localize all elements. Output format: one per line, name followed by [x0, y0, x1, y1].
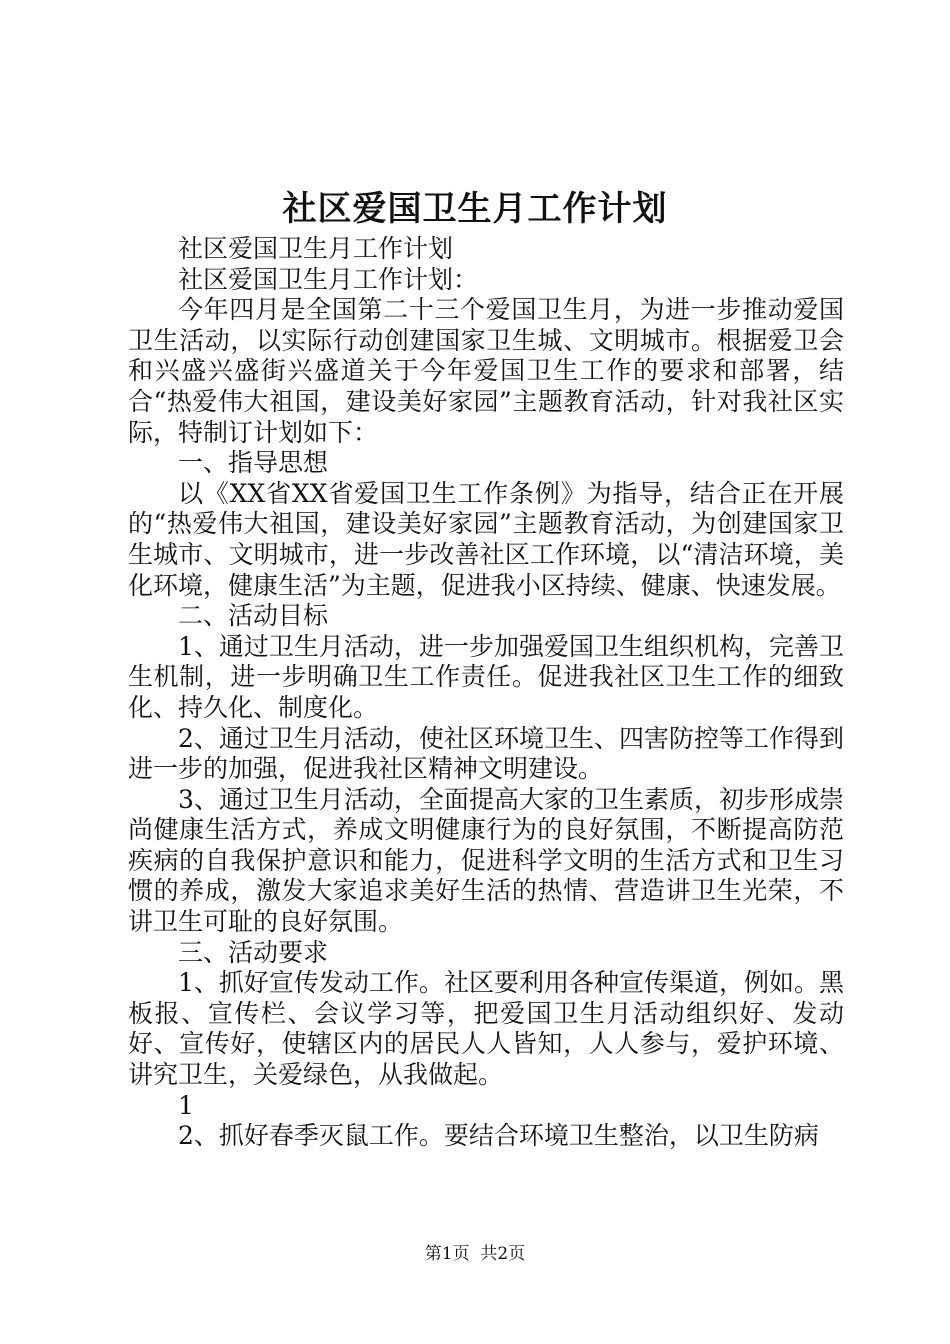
paragraph-goal-3: 3、通过卫生月活动，全面提高大家的卫生素质，初步形成崇尚健康生活方式，养成文明健康行为的良好氛围，不断提高防范疾病的自我保护意识和能力，促进科学文明的生活方式和卫生习惯的养成，激发大家追求美好生活的热情、营造讲卫生光荣，不讲卫生可耻的良好氛围。: [128, 784, 844, 937]
paragraph-guiding-ideology: 以《XX省XX省爱国卫生工作条例》为指导，结合正在开展的“热爱伟大祖国，建设美好家园”主题教育活动，为创建国家卫生城市、文明城市，进一步改善社区工作环境，以“清洁环境，美化环境，健康生活”为主题，促进我小区持续、健康、快速发展。: [128, 478, 844, 600]
paragraph-heading-colon: 社区爱国卫生月工作计划：: [178, 264, 479, 294]
paragraph-requirement-2: 2、抓好春季灭鼠工作。要结合环境卫生整治，以卫生防病: [178, 1121, 819, 1151]
paragraph-heading-repeat: 社区爱国卫生月工作计划: [178, 234, 454, 263]
document-title: 社区爱国卫生月工作计划: [282, 189, 668, 229]
section-heading-activity-goals: 二、活动目标: [178, 601, 329, 631]
paragraph-goal-1: 1、通过卫生月活动，进一步加强爱国卫生组织机构，完善卫生机制，进一步明确卫生工作责任。促进我社区卫生工作的细致化、持久化、制度化。: [128, 631, 844, 722]
page-footer: 第1页 共2页: [424, 1244, 526, 1264]
paragraph-intro: 今年四月是全国第二十三个爱国卫生月，为进一步推动爱国卫生活动，以实际行动创建国家卫生城、文明城市。根据爱卫会和兴盛兴盛街兴盛道关于今年爱国卫生工作的要求和部署，结合“热爱伟大祖国，建设美好家园”主题教育活动，针对我社区实际，特制订计划如下：: [128, 295, 844, 447]
section-heading-guiding-ideology: 一、指导思想: [178, 448, 329, 478]
paragraph-goal-2: 2、通过卫生月活动，使社区环境卫生、四害防控等工作得到进一步的加强，促进我社区精神文明建设。: [128, 723, 844, 784]
section-heading-activity-requirements: 三、活动要求: [178, 937, 329, 967]
page-marker-number: 1: [178, 1090, 194, 1120]
paragraph-requirement-1: 1、抓好宣传发动工作。社区要利用各种宣传渠道，例如。黑板报、宣传栏、会议学习等，把爱国卫生月活动组织好、发动好、宣传好，使辖区内的居民人人皆知，人人参与，爱护环境、讲究卫生，关爱绿色，从我做起。: [128, 968, 844, 1090]
document-body: [128, 234, 844, 1152]
